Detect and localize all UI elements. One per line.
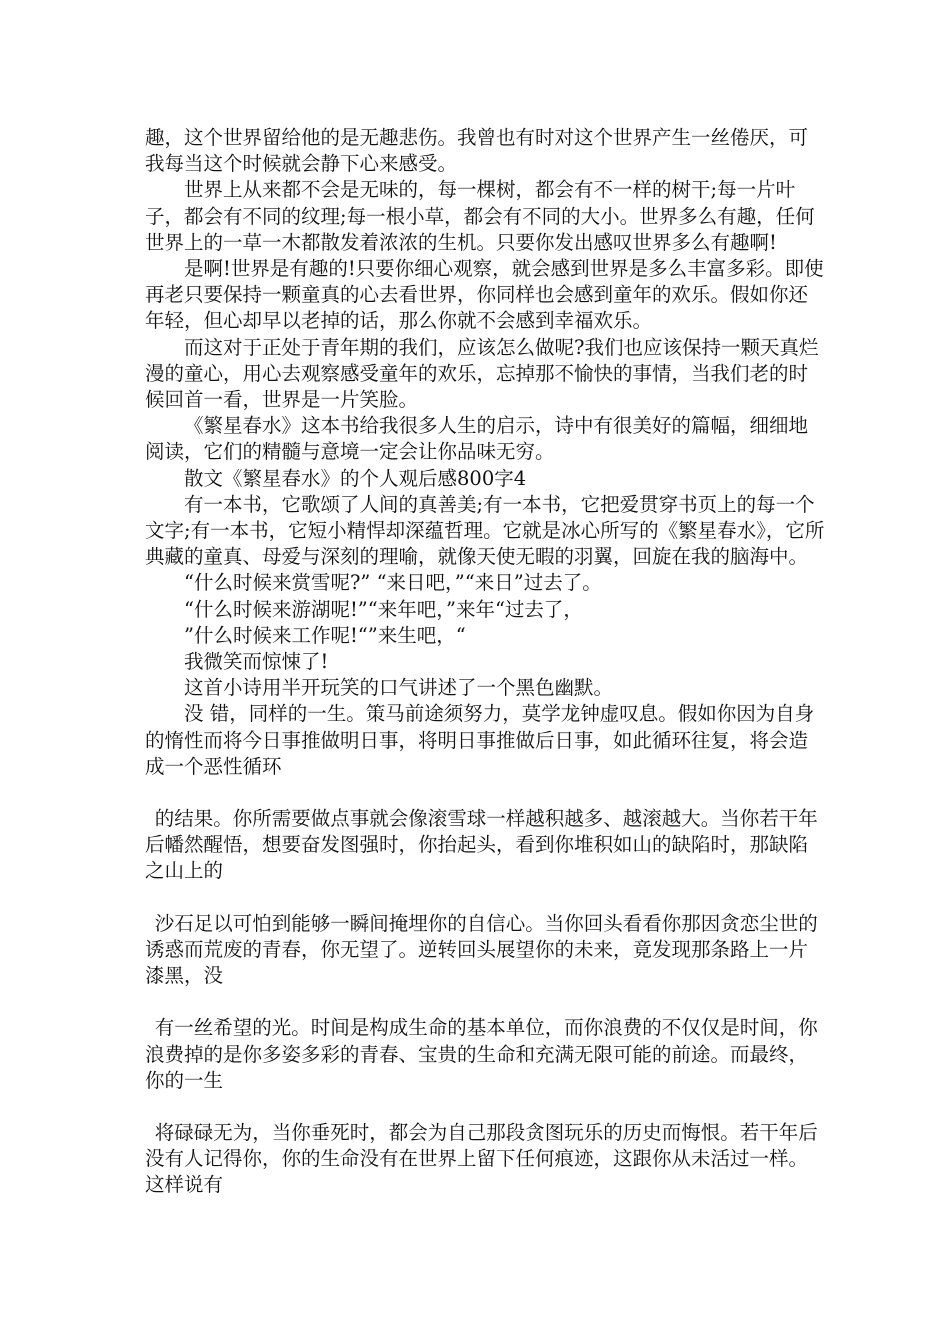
poem-line-2: “什么时候来游湖呢!”“来年吧，”来年“过去了，: [184, 597, 583, 621]
paragraph-5: 《繁星春水》这本书给我很多人生的启示，诗中有很美好的篇幅，细细地阅读，它们的精髓与意境一定会让你品味无穷。: [145, 414, 809, 464]
poem-line-1: “什么时候来赏雪呢?” “来日吧，”“来日”过去了。: [184, 571, 602, 595]
paragraph-11: 有一丝希望的光。时间是构成生命的基本单位，而你浪费的不仅仅是时间，你浪费掉的是你多姿多彩的青春、宝贵的生命和充满无限可能的前途。而最终，你的一生: [145, 1016, 818, 1092]
paragraph-8: 没 错，同样的一生。策马前途须努力，莫学龙钟虚叹息。假如你因为自身的惰性而将今日事推做明日事，将明日事推做后日事，如此循环往复，将会造成一个恶性循环: [145, 702, 815, 778]
paragraph-9: 的结果。你所需要做点事就会像滚雪球一样越积越多、越滚越大。当你若干年后幡然醒悟，想要奋发图强时，你抬起头，看到你堆积如山的缺陷时，那缺陷之山上的: [145, 807, 818, 883]
paragraph-10: 沙石足以可怕到能够一瞬间掩埋你的自信心。当你回头看看你那因贪恋尘世的诱惑而荒废的青春，你无望了。逆转回头展望你的未来，竟发现那条路上一片漆黑，没: [145, 911, 818, 988]
paragraph-1: 趣，这个世界留给他的是无趣悲伤。我曾也有时对这个世界产生一丝倦厌，可我每当这个时候就会静下心来感受。: [145, 126, 809, 176]
document-page: [145, 125, 825, 1199]
paragraph-7: 这首小诗用半开玩笑的口气讲述了一个黑色幽默。: [184, 676, 614, 700]
paragraph-3: 是啊!世界是有趣的!只要你细心观察，就会感到世界是多么丰富多彩。即使再老只要保持一颗童真的心去看世界，你同样也会感到童年的欢乐。假如你还年轻，但心却早以老掉的话，那么你就不会感到幸福欢乐。: [145, 257, 824, 333]
paragraph-6: 有一本书，它歌颂了人间的真善美;有一本书，它把爱贯穿书页上的每一个文字;有一本书，它短小精悍却深蕴哲理。它就是冰心所写的《繁星春水》，它所典藏的童真、母爱与深刻的理喻，就像天使无暇的羽翼，回旋在我的脑海中。: [145, 492, 825, 569]
paragraph-12: 将碌碌无为，当你垂死时，都会为自己那段贪图玩乐的历史而悔恨。若干年后没有人记得你，你的生命没有在世界上留下任何痕迹，这跟你从未活过一样。这样说有: [145, 1120, 818, 1197]
paragraph-4: 而这对于正处于青年期的我们，应该怎么做呢?我们也应该保持一颗天真烂漫的童心，用心去观察感受童年的欢乐，忘掉那不愉快的事情，当我们老的时候回首一看，世界是一片笑脸。: [145, 335, 819, 412]
section-heading: 散文《繁星春水》的个人观后感800字4: [184, 466, 527, 490]
poem-line-3: ”什么时候来工作呢!“”来生吧，“: [184, 623, 466, 647]
poem-line-4: 我微笑而惊悚了!: [184, 650, 329, 674]
paragraph-2: 世界上从来都不会是无味的，每一棵树，都会有不一样的树干;每一片叶子，都会有不同的纹理;每一根小草，都会有不同的大小。世界多么有趣，任何世界上的一草一木都散发着浓浓的生机。只要你发出感叹世界多么有趣啊!: [145, 178, 815, 254]
